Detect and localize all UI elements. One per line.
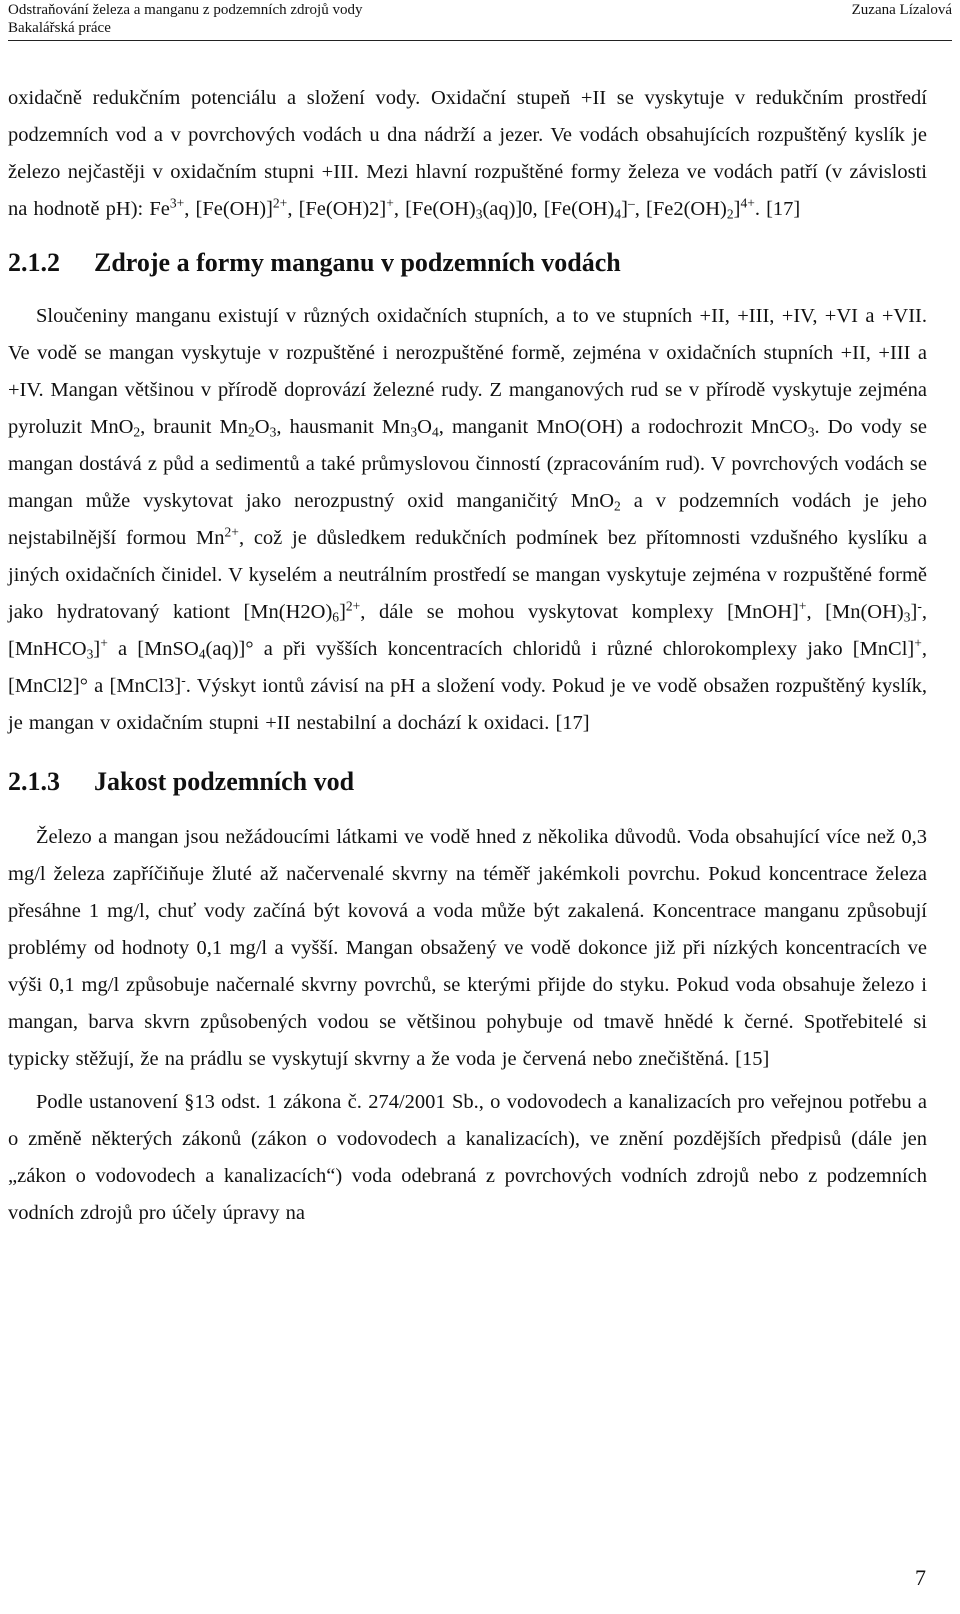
section-number: 2.1.2 xyxy=(8,248,60,277)
page-content xyxy=(8,80,927,1232)
quality-paragraph: Železo a mangan jsou nežádoucími látkami ve vodě hned z několika důvodů. Voda obsahující více než 0,3 mg/l železa zapříčiňuje žluté až načervenalé skvrny na téměř jakémkoli povrchu. Pokud koncentrace železa přesáhne 1 mg/l, chuť vody začíná být kovová a voda může být zakalená. Koncentrace manganu způsobují problémy od hodnoty 0,1 mg/l a vyšší. Mangan obsažený ve vodě dokonce již při nízkých koncentracích ve výši 0,1 mg/l způsobuje načernalé skvrny povrchů, se kterými přijde do styku. Pokud voda obsahuje železo i mangan, barva skvrn způsobených vodou se většinou pohybuje od tmavě hnědé k černé. Spotřebitelé si typicky stěžují, že na prádlu se vyskytují skvrny a že voda je červená nebo znečištěná. [15] xyxy=(8,826,927,1070)
author-name: Zuzana Lízalová xyxy=(851,2,952,18)
intro-paragraph: oxidačně redukčním potenciálu a složení vody. Oxidační stupeň +II se vyskytuje v redukčním prostředí podzemních vod a v povrchových vodách u dna nádrží a jezer. Ve vodách obsahujících rozpuštěný kyslík je železo nejčastěji v oxidačním stupni +III. Mezi hlavní rozpuštěné formy železa ve vodách patří (v závislosti na hodnotě pH): $Fe^{3+}$, $[Fe(OH)]^{2+}$, [Fe(OH)2]+, $[Fe(OH)_3(aq)]0$, $[Fe(OH)_4]^-$, $[Fe2(OH)_2]^{4+}$. [17] xyxy=(8,87,927,222)
manganese-paragraph: Sloučeniny manganu existují v různých oxidačních stupních, a to ve stupních +II, +III, +IV, +VI a +VII. Ve vodě se mangan vyskytuje v rozpuštěné i nerozpuštěné formě, zejména v oxidačních stupních +II, +III a +IV. Mangan většinou v přírodě doprovází železné rudy. Z manganových rud se v přírodě vyskytuje zejména pyroluzit MnO$_2$, braunit $Mn_2O_3$, hausmanit $Mn_3O_4$, manganit MnO(OH) a rodochrozit MnCO$_3$. Do vody se mangan dostává z půd a sedimentů a také průmyslovou činností (zpracováním rud). V povrchových vodách se mangan může vyskytovat jako nerozpustný oxid manganičitý MnO$_2$ a v podzemních vodách je jeho nejstabilnější formou $Mn^{2+}$, což je důsledkem redukčních podmínek bez přítomnosti vzdušného kyslíku a jiných oxidačních činidel. V kyselém a neutrálním prostředí se mangan vyskytuje zejména v rozpuštěné formě jako hydratovaný kationt $[Mn(H2O)_6]^{2+}$, dále se mohou vyskytovat komplexy [MnOH]+, $[Mn(OH)_3]^-$, [MnHCO$_3$]+ a [MnSO$_4$(aq)]° a při vyšších koncentracích chloridů i různé chlorokomplexy jako [MnCl]+, [MnCl2]° a [MnCl3]-. Výskyt iontů závisí na pH a složení vody. Pokud je ve vodě obsažen rozpuštěný kyslík, je mangan v oxidačním stupni +II nestabilní a dochází k oxidaci. [17] xyxy=(8,305,928,734)
page-header xyxy=(8,0,952,41)
document-subtitle: Bakalářská práce xyxy=(8,20,111,36)
section-heading-2-1-2 xyxy=(8,248,927,278)
document-title: Odstraňování železa a manganu z podzemních zdrojů vody xyxy=(8,2,363,18)
section-title: Jakost podzemních vod xyxy=(94,767,355,796)
section-heading-2-1-3 xyxy=(8,767,927,797)
section-number: 2.1.3 xyxy=(8,767,60,796)
section-title: Zdroje a formy manganu v podzemních vodách xyxy=(94,248,621,277)
page-number: 7 xyxy=(915,1565,926,1590)
law-paragraph: Podle ustanovení §13 odst. 1 zákona č. 274/2001 Sb., o vodovodech a kanalizacích pro veřejnou potřebu a o změně některých zákonů (zákon o vodovodech a kanalizacích), ve znění pozdějších předpisů (dále jen „zákon o vodovodech a kanalizacích“) voda odebraná z povrchových vodních zdrojů nebo z podzemních vodních zdrojů pro účely úpravy na xyxy=(8,1091,927,1224)
header-left xyxy=(8,1,362,37)
